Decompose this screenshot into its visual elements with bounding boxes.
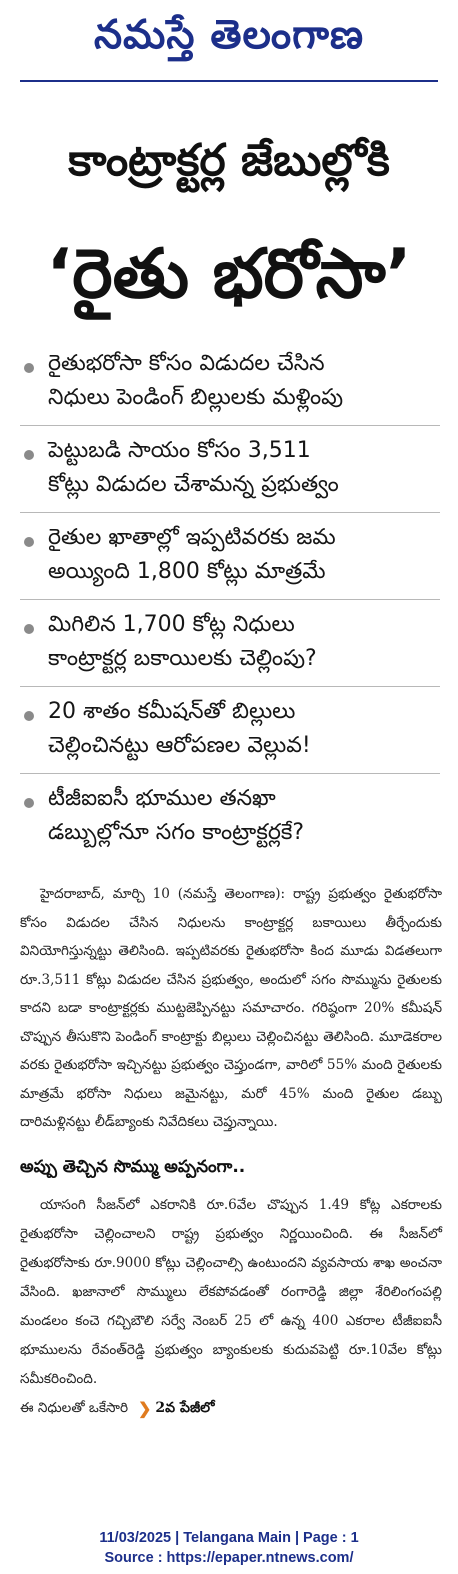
bullet-line: టీజీఐఐసీ భూముల తనఖా xyxy=(48,786,276,812)
bullet-dot-icon xyxy=(24,450,34,460)
bullet-line: మిగిలిన 1,700 కోట్ల నిధులు xyxy=(48,612,295,638)
article-body xyxy=(0,880,458,1137)
masthead xyxy=(20,0,438,82)
subsection-body xyxy=(0,1191,458,1423)
article-paragraph: హైదరాబాద్, మార్చి 10 (నమస్తే తెలంగాణ): రాష్ట్ర ప్రభుత్వం రైతుభరోసా కోసం విడుదల చేసిన నిధులను కాంట్రాక్టర్ల బకాయిలు తీర్చేందుకు వినియోగిస్తున్నట్టు తెలిసింది. ఇప్పటివరకు రైతుభరోసా కింద మూడు విడతలుగా రూ.3,511 కోట్లు విడుదల చేసిన ప్రభుత్వం, అందులో సగం సొమ్మును రైతులకు కాదని బడా కాంట్రాక్టర్లకు ముట్టజెప్పినట్టు సమాచారం. గరిష్ఠంగా 20% కమీషన్ చొప్పున తీసుకొని పెండింగ్ కాంట్రాక్టు బిల్లులు చెల్లించినట్టు తెలిసింది. మూడెకరాల వరకు రైతుభరోసా ఇచ్చినట్టు ప్రభుత్వం చెప్తుండగా, వారిలో 55% మంది రైతులకు మాత్రమే భరోసా నిధులు జమైనట్టు, మరో 45% మంది రైతుల డబ్బు దారిమళ్లినట్టు లీడ్‌బ్యాంకు నివేదికలు చెప్తున్నాయి. xyxy=(20,886,442,1131)
bullet-item xyxy=(20,513,440,600)
continue-on-page-link[interactable] xyxy=(138,1394,215,1423)
chevron-right-icon: ❯ xyxy=(138,1398,152,1418)
bullet-dot-icon xyxy=(24,798,34,808)
bullet-text xyxy=(48,434,339,502)
bullet-text xyxy=(48,347,343,415)
bullet-line: చెల్లించినట్టు ఆరోపణల వెల్లువ! xyxy=(48,733,311,759)
footer-date-page: 11/03/2025 | Telangana Main | Page : 1 xyxy=(99,1530,359,1546)
bullet-line: అయ్యింది 1,800 కోట్లు మాత్రమే xyxy=(48,559,326,585)
bullet-line: నిధులు పెండింగ్ బిల్లులకు మళ్లింపు xyxy=(48,385,344,411)
masthead-title: నమస్తే తెలంగాణ xyxy=(93,12,365,58)
headline-line-1: కాంట్రాక్టర్ల జేబుల్లోకి xyxy=(68,135,390,186)
bullet-text xyxy=(48,521,336,589)
bullet-dot-icon xyxy=(24,537,34,547)
bullet-text xyxy=(48,782,304,850)
subsection-heading: అప్పు తెచ్చిన సొమ్ము అప్పనంగా.. xyxy=(20,1156,246,1177)
bullet-dot-icon xyxy=(24,624,34,634)
bullet-dot-icon xyxy=(24,711,34,721)
bullet-item xyxy=(20,339,440,426)
bullet-dot-icon xyxy=(24,363,34,373)
headline-line-2: ‘రైతు భరోసా’ xyxy=(46,235,412,315)
bullet-item xyxy=(20,426,440,513)
bullet-line: రైతుల ఖాతాల్లో ఇప్పటివరకు జమ xyxy=(48,525,336,551)
subsection-paragraph: యాసంగి సీజన్‌లో ఎకరానికి రూ.6వేల చొప్పున 1.49 కోట్ల ఎకరాలకు రైతుభరోసా చెల్లించాలని రాష్ట్ర ప్రభుత్వం నిర్ణయించింది. ఈ సీజన్‌లో రైతుభరోసాకు రూ.9000 కోట్లు చెల్లించాల్సి ఉంటుందని వ్యవసాయ శాఖ అంచనా వేసింది. ఖజానాలో సొమ్ములు లేకపోవడంతో రంగారెడ్డి జిల్లా శేరిలింగంపల్లి మండలం కంచె గచ్చిబౌలి సర్వే నెంబర్ 25 లో ఉన్న 400 ఎకరాల టీజీఐఐసీ భూములను రేవంత్‌రెడ్డి ప్రభుత్వం బ్యాంకులకు కుదువపెట్టి రూ.10వేల కోట్లు సమీకరించింది. xyxy=(20,1196,442,1387)
bullet-line: రైతుభరోసా కోసం విడుదల చేసిన xyxy=(48,351,325,377)
bullet-item xyxy=(20,774,440,860)
footer-source: Source : https://epaper.ntnews.com/ xyxy=(104,1550,354,1566)
bullet-line: 20 శాతం కమీషన్‌తో బిల్లులు xyxy=(48,699,296,725)
highlight-bullets xyxy=(0,339,458,860)
continuation-row xyxy=(20,1394,442,1423)
bullet-text xyxy=(48,608,317,676)
bullet-line: డబ్బుల్లోనూ సగం కాంట్రాక్టర్లకే? xyxy=(48,820,305,846)
page-footer xyxy=(0,1528,458,1568)
bullet-item xyxy=(20,687,440,774)
continuation-text: ఈ నిధులతో ఒకేసారి xyxy=(20,1399,129,1416)
bullet-item xyxy=(20,600,440,687)
bullet-line: కోట్లు విడుదల చేశామన్న ప్రభుత్వం xyxy=(48,472,339,498)
bullet-line: పెట్టుబడి సాయం కోసం 3,511 xyxy=(48,438,311,464)
bullet-line: కాంట్రాక్టర్ల బకాయిలకు చెల్లింపు? xyxy=(48,646,317,672)
continue-label: 2వ పేజీలో xyxy=(155,1399,215,1416)
bullet-text xyxy=(48,695,311,763)
